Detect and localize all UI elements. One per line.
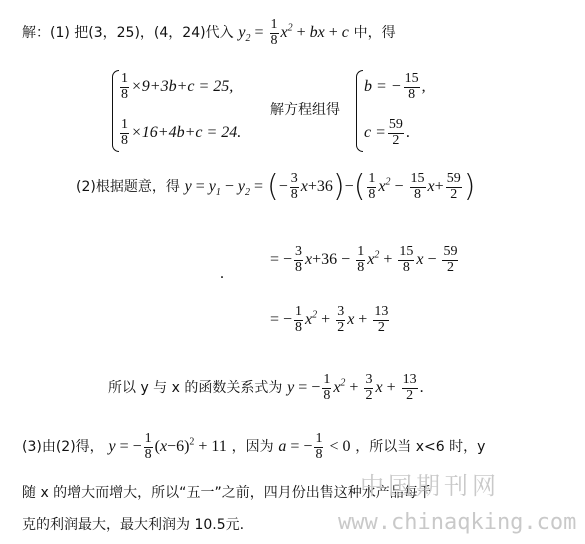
y2-symbol: $y_2$ xyxy=(238,24,251,45)
solution-c: c = $\frac{59}{2}$ . xyxy=(364,117,410,148)
part-3-line-1: (3)由(2)得， y = − $\frac{1}{8}$ $(x-6)^2 + 11$ ，因为 a = − $\frac{1}{8}$ < 0 ，所以当 x<6 时，y xyxy=(22,431,486,462)
line-1: 解：(1) 把(3，25)，(4，24)代入 $y_2$ = $\frac{1}{8}$ $x^2$ + bx + c 中，得 xyxy=(22,17,396,48)
system-eq-2-text: ×16+4b+c = 24. xyxy=(131,124,242,142)
part-3-line-3: 克的利润最大，最大利润为 10.5元. xyxy=(22,517,245,533)
part-3-line-2: 随 x 的增大而增大，所以“五一”之前，四月份出售这种水产品每千 xyxy=(22,485,432,501)
part-2-line: (2)根据题意，得 $y = y_1 - y_2$ = (− $\frac{3}{8}$ x+36)−( $\frac{1}{8}$ $x^2$ − $\frac{15}{8}$ x+ $\frac{59}{2}$ ) xyxy=(76,169,476,205)
watermark-url: www.chinaqking.com xyxy=(338,510,577,535)
system-eq-2: $\frac{1}{8}$ ×16+4b+c = 24. xyxy=(121,117,242,148)
result-text: 所以 y 与 x 的函数关系式为 xyxy=(108,380,283,397)
part-2-prefix: (2)根据题意，得 xyxy=(76,179,180,196)
watermark-cn: 中国期刊网 xyxy=(360,472,500,500)
system-eq-1-text: ×9+3b+c = 25, xyxy=(131,78,234,96)
solve-label: 解方程组得 xyxy=(270,102,340,118)
line-1-suffix: 中，得 xyxy=(353,25,396,42)
dot-mark: . xyxy=(220,265,224,282)
right-brace-solution xyxy=(356,70,363,152)
step-2: = − $\frac{3}{8}$ x+36 − $\frac{1}{8}$ $x^2$ + $\frac{15}{8}$ x − $\frac{59}{2}$ xyxy=(270,244,458,275)
system-eq-1: $\frac{1}{8}$ ×9+3b+c = 25, xyxy=(121,71,234,102)
solution-b: b = − $\frac{15}{8}$ , xyxy=(364,71,426,102)
fraction-1-8: $\frac{1}{8}$ xyxy=(270,17,278,48)
line-1-prefix: 解：(1) 把(3，25)，(4，24)代入 xyxy=(22,25,234,42)
step-3: = − $\frac{1}{8}$ $x^2$ + $\frac{3}{2}$ x + $\frac{13}{2}$ xyxy=(270,304,389,335)
result-line: 所以 y 与 x 的函数关系式为 y = − $\frac{1}{8}$ $x^2$ + $\frac{3}{2}$ x + $\frac{13}{2}$ . xyxy=(108,372,424,403)
